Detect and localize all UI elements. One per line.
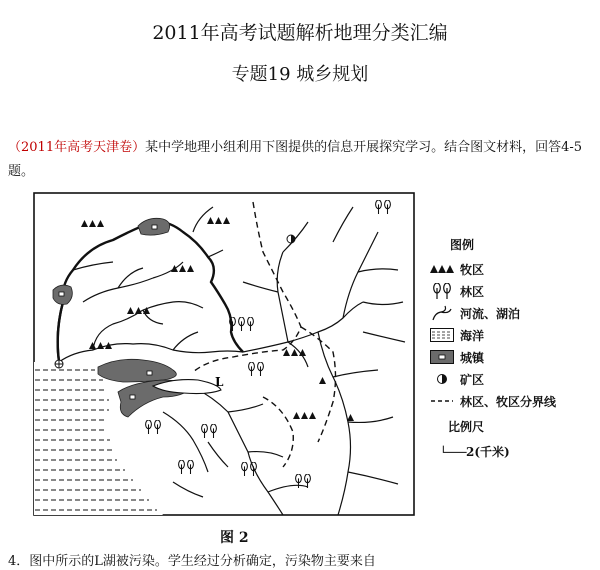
document-subtitle: 专题19 城乡规划: [231, 64, 369, 85]
intro-text: 某中学地理小组利用下图提供的信息开展探究学习。结合图文材料，回答4-5题。: [8, 140, 583, 179]
legend-item-ocean: [428, 324, 598, 346]
question-4: 4．图中所示的L湖被污染。学生经过分析确定，污染物主要来自: [8, 554, 376, 569]
river-lake-icon: [428, 303, 456, 323]
legend-label: 林区、牧区分界线: [460, 394, 557, 409]
legend-item-river: [428, 302, 598, 324]
legend-label: 矿区: [460, 372, 485, 387]
legend-item-boundary: [428, 390, 598, 412]
scale-value: 2(千米): [466, 445, 510, 459]
question-source: （2011年高考天津卷）: [8, 140, 146, 155]
figure-caption: 图 2: [220, 530, 249, 546]
river-mouth: [55, 360, 63, 368]
boundary-line-icon: [428, 391, 456, 411]
legend-title: 图例: [450, 238, 475, 252]
legend-label: 海洋: [460, 328, 485, 343]
legend-label: 城镇: [460, 350, 485, 365]
document-title: 2011年高考试题解析地理分类汇编: [152, 22, 448, 44]
legend-item-town: [428, 346, 598, 368]
legend-item-mine: [428, 368, 598, 390]
intro-paragraph: [8, 136, 594, 184]
map-figure: [33, 192, 415, 516]
lake-label: L: [215, 375, 224, 389]
mine-site: [287, 235, 295, 243]
legend-label: 河流、湖泊: [460, 306, 521, 321]
legend: [428, 258, 598, 412]
legend-item-pasture: [428, 258, 598, 280]
legend-label: 牧区: [460, 262, 485, 277]
mine-icon: [428, 369, 456, 389]
forest-icon: [428, 281, 456, 301]
pasture-icon: [428, 259, 456, 279]
ocean-icon: [428, 325, 456, 345]
legend-item-forest: [428, 280, 598, 302]
legend-label: 林区: [460, 284, 485, 299]
town-icon: [428, 347, 456, 367]
scale-label: 比例尺: [448, 420, 485, 434]
